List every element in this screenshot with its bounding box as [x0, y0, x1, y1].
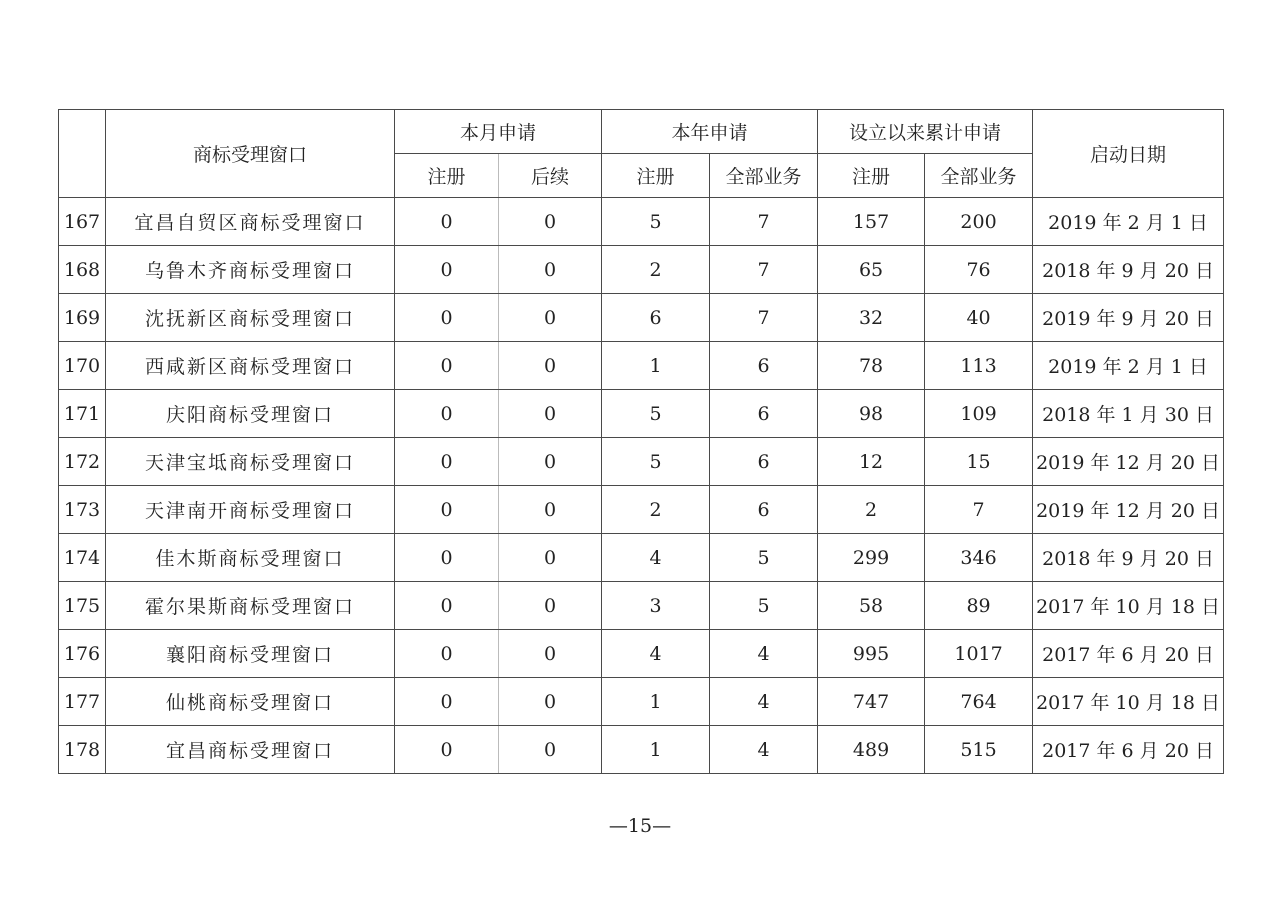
- cumulative-all-business-cell: 40: [925, 294, 1033, 342]
- start-date-cell: 2019 年 2 月 1 日: [1033, 198, 1224, 246]
- table-row: [59, 390, 1224, 438]
- cumulative-registration-cell: 2: [818, 486, 925, 534]
- cumulative-registration-cell: 58: [818, 582, 925, 630]
- window-name-cell: 仙桃商标受理窗口: [106, 678, 395, 726]
- year-registration-cell: 2: [602, 246, 710, 294]
- year-all-business-cell: 4: [710, 630, 818, 678]
- year-registration-cell: 1: [602, 678, 710, 726]
- start-date-cell: 2019 年 12 月 20 日: [1033, 438, 1224, 486]
- year-registration-cell: 3: [602, 582, 710, 630]
- table-body: [59, 198, 1224, 774]
- year-all-business-cell: 6: [710, 342, 818, 390]
- month-followup-cell: 0: [499, 630, 602, 678]
- table-row: [59, 582, 1224, 630]
- window-name-cell: 襄阳商标受理窗口: [106, 630, 395, 678]
- table-row: [59, 630, 1224, 678]
- month-registration-header: 注册: [395, 154, 499, 198]
- cumulative-registration-cell: 747: [818, 678, 925, 726]
- year-registration-cell: 1: [602, 342, 710, 390]
- year-all-business-cell: 7: [710, 198, 818, 246]
- year-all-business-cell: 7: [710, 294, 818, 342]
- year-registration-cell: 4: [602, 630, 710, 678]
- year-registration-cell: 5: [602, 198, 710, 246]
- row-index-cell: 167: [59, 198, 106, 246]
- window-name-cell: 天津南开商标受理窗口: [106, 486, 395, 534]
- cumulative-all-business-cell: 515: [925, 726, 1033, 774]
- window-name-cell: 霍尔果斯商标受理窗口: [106, 582, 395, 630]
- window-name-cell: 庆阳商标受理窗口: [106, 390, 395, 438]
- year-all-business-cell: 5: [710, 582, 818, 630]
- year-registration-cell: 2: [602, 486, 710, 534]
- month-registration-cell: 0: [395, 198, 499, 246]
- table-row: [59, 294, 1224, 342]
- row-index-cell: 170: [59, 342, 106, 390]
- row-index-cell: 173: [59, 486, 106, 534]
- cumulative-all-business-header: 全部业务: [925, 154, 1033, 198]
- year-registration-cell: 5: [602, 390, 710, 438]
- window-name-cell: 沈抚新区商标受理窗口: [106, 294, 395, 342]
- cumulative-registration-cell: 12: [818, 438, 925, 486]
- start-date-cell: 2018 年 1 月 30 日: [1033, 390, 1224, 438]
- row-index-cell: 178: [59, 726, 106, 774]
- table-row: [59, 534, 1224, 582]
- start-date-cell: 2018 年 9 月 20 日: [1033, 246, 1224, 294]
- year-registration-cell: 1: [602, 726, 710, 774]
- row-index-cell: 175: [59, 582, 106, 630]
- year-all-business-cell: 4: [710, 726, 818, 774]
- table-row: [59, 246, 1224, 294]
- window-name-cell: 西咸新区商标受理窗口: [106, 342, 395, 390]
- row-index-cell: 174: [59, 534, 106, 582]
- cumulative-registration-cell: 299: [818, 534, 925, 582]
- month-followup-cell: 0: [499, 726, 602, 774]
- month-registration-cell: 0: [395, 630, 499, 678]
- month-followup-cell: 0: [499, 486, 602, 534]
- table-row: [59, 438, 1224, 486]
- table-row: [59, 198, 1224, 246]
- table-row: [59, 726, 1224, 774]
- window-name-cell: 宜昌自贸区商标受理窗口: [106, 198, 395, 246]
- cumulative-application-header: 设立以来累计申请: [818, 110, 1033, 154]
- month-followup-cell: 0: [499, 678, 602, 726]
- window-name-cell: 天津宝坻商标受理窗口: [106, 438, 395, 486]
- month-registration-cell: 0: [395, 342, 499, 390]
- start-date-cell: 2019 年 12 月 20 日: [1033, 486, 1224, 534]
- trademark-window-table: [58, 109, 1224, 774]
- month-registration-cell: 0: [395, 438, 499, 486]
- year-registration-header: 注册: [602, 154, 710, 198]
- year-registration-cell: 6: [602, 294, 710, 342]
- month-followup-cell: 0: [499, 246, 602, 294]
- row-index-cell: 172: [59, 438, 106, 486]
- cumulative-all-business-cell: 109: [925, 390, 1033, 438]
- cumulative-all-business-cell: 89: [925, 582, 1033, 630]
- start-date-cell: 2018 年 9 月 20 日: [1033, 534, 1224, 582]
- window-name-cell: 宜昌商标受理窗口: [106, 726, 395, 774]
- month-registration-cell: 0: [395, 678, 499, 726]
- cumulative-all-business-cell: 7: [925, 486, 1033, 534]
- year-all-business-cell: 4: [710, 678, 818, 726]
- start-date-cell: 2017 年 6 月 20 日: [1033, 726, 1224, 774]
- cumulative-registration-cell: 489: [818, 726, 925, 774]
- cumulative-all-business-cell: 764: [925, 678, 1033, 726]
- month-followup-cell: 0: [499, 390, 602, 438]
- month-registration-cell: 0: [395, 726, 499, 774]
- year-all-business-cell: 7: [710, 246, 818, 294]
- year-all-business-header: 全部业务: [710, 154, 818, 198]
- cumulative-all-business-cell: 76: [925, 246, 1033, 294]
- year-all-business-cell: 5: [710, 534, 818, 582]
- row-index-cell: 176: [59, 630, 106, 678]
- month-registration-cell: 0: [395, 246, 499, 294]
- cumulative-all-business-cell: 200: [925, 198, 1033, 246]
- year-application-header: 本年申请: [602, 110, 818, 154]
- cumulative-all-business-cell: 15: [925, 438, 1033, 486]
- month-followup-header: 后续: [499, 154, 602, 198]
- month-registration-cell: 0: [395, 534, 499, 582]
- window-name-header: 商标受理窗口: [106, 110, 395, 198]
- window-name-cell: 佳木斯商标受理窗口: [106, 534, 395, 582]
- start-date-header: 启动日期: [1033, 110, 1224, 198]
- cumulative-registration-header: 注册: [818, 154, 925, 198]
- month-followup-cell: 0: [499, 534, 602, 582]
- month-registration-cell: 0: [395, 294, 499, 342]
- month-application-header: 本月申请: [395, 110, 602, 154]
- month-followup-cell: 0: [499, 294, 602, 342]
- year-registration-cell: 4: [602, 534, 710, 582]
- cumulative-all-business-cell: 113: [925, 342, 1033, 390]
- start-date-cell: 2019 年 9 月 20 日: [1033, 294, 1224, 342]
- page-number: —15—: [608, 815, 672, 837]
- month-registration-cell: 0: [395, 582, 499, 630]
- start-date-cell: 2017 年 6 月 20 日: [1033, 630, 1224, 678]
- row-index-cell: 169: [59, 294, 106, 342]
- cumulative-registration-cell: 65: [818, 246, 925, 294]
- row-index-cell: 177: [59, 678, 106, 726]
- cumulative-all-business-cell: 1017: [925, 630, 1033, 678]
- row-index-cell: 168: [59, 246, 106, 294]
- cumulative-registration-cell: 995: [818, 630, 925, 678]
- index-header: [59, 110, 106, 198]
- table-row: [59, 486, 1224, 534]
- year-registration-cell: 5: [602, 438, 710, 486]
- month-followup-cell: 0: [499, 198, 602, 246]
- month-followup-cell: 0: [499, 438, 602, 486]
- month-registration-cell: 0: [395, 486, 499, 534]
- cumulative-registration-cell: 32: [818, 294, 925, 342]
- month-registration-cell: 0: [395, 390, 499, 438]
- start-date-cell: 2017 年 10 月 18 日: [1033, 678, 1224, 726]
- row-index-cell: 171: [59, 390, 106, 438]
- table-row: [59, 342, 1224, 390]
- year-all-business-cell: 6: [710, 390, 818, 438]
- month-followup-cell: 0: [499, 582, 602, 630]
- table-row: [59, 678, 1224, 726]
- cumulative-registration-cell: 98: [818, 390, 925, 438]
- cumulative-registration-cell: 78: [818, 342, 925, 390]
- start-date-cell: 2017 年 10 月 18 日: [1033, 582, 1224, 630]
- cumulative-registration-cell: 157: [818, 198, 925, 246]
- year-all-business-cell: 6: [710, 486, 818, 534]
- cumulative-all-business-cell: 346: [925, 534, 1033, 582]
- start-date-cell: 2019 年 2 月 1 日: [1033, 342, 1224, 390]
- window-name-cell: 乌鲁木齐商标受理窗口: [106, 246, 395, 294]
- month-followup-cell: 0: [499, 342, 602, 390]
- year-all-business-cell: 6: [710, 438, 818, 486]
